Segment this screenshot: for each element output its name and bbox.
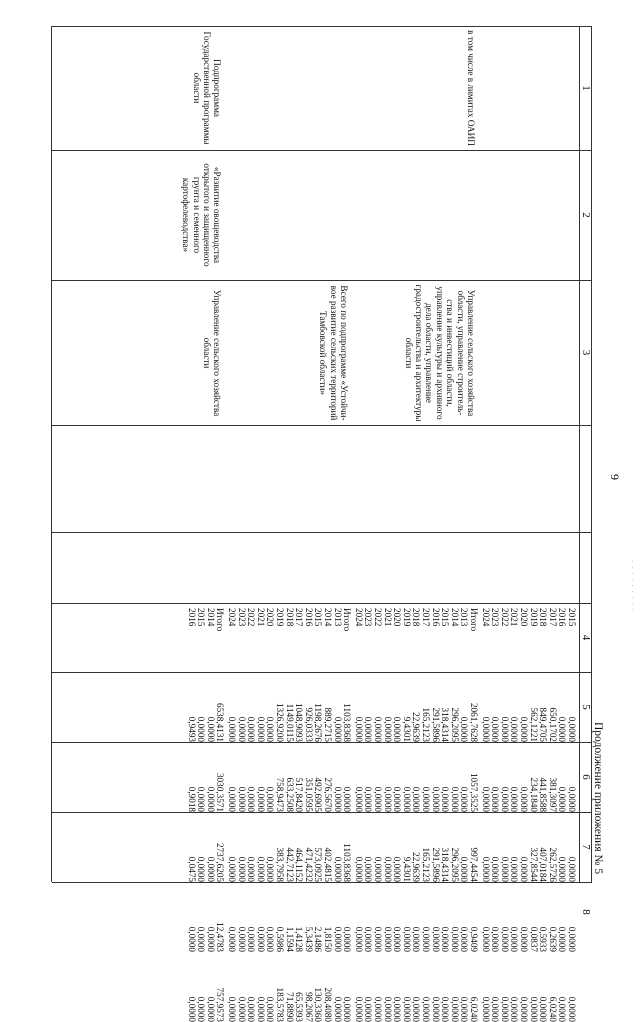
year: 2021 (509, 608, 520, 627)
table-cell: 0,0000 (480, 786, 491, 812)
table-cell: 2737,6205 (215, 842, 226, 882)
table-cell: 0,0000 (255, 926, 266, 952)
table-cell: 0,0000 (459, 716, 470, 742)
table-cell: 0,0000 (332, 716, 343, 742)
table-cell: 0,0000 (246, 996, 257, 1022)
year: 2015 (440, 608, 451, 627)
table-cell: 0,0000 (519, 996, 530, 1022)
table-cell: 562,1221 (528, 707, 539, 742)
table-cell: 0,0000 (480, 926, 491, 952)
value-column (480, 750, 576, 812)
table-cell: 0,0000 (265, 716, 276, 742)
year: 2014 (449, 608, 460, 627)
continuation-caption: Продолжение приложения № 5 (592, 722, 604, 875)
table-cell: 0,0000 (411, 786, 422, 812)
table-cell: 0,0000 (236, 786, 247, 812)
row-category: в том числе в лимитах ОАИП (466, 30, 476, 146)
year: 2013 (459, 608, 470, 627)
table-cell: 889,2715 (323, 707, 334, 742)
table-cell: 0,0000 (205, 786, 216, 812)
table-cell: 6538,4131 (215, 702, 226, 742)
table-cell: 0,0000 (227, 926, 238, 952)
table-cell: 1,1594 (284, 926, 295, 952)
value-column (186, 820, 224, 882)
table-cell: 492,6905 (313, 777, 324, 812)
table-cell: 1103,8368 (342, 843, 353, 882)
table-cell: 0,0000 (236, 996, 247, 1022)
table-cell: 98,2067 (303, 992, 314, 1022)
table-cell: 757,9573 (215, 987, 226, 1022)
column-header-7: 7 (580, 844, 592, 850)
table-cell: 0,0000 (567, 786, 577, 812)
table-cell: 0,0000 (411, 926, 422, 952)
table-cell: 0,0000 (236, 856, 247, 882)
column-header-2: 2 (580, 212, 592, 218)
page-number: 9 (608, 474, 622, 480)
table-cell: 0,0000 (490, 926, 501, 952)
value-column (480, 960, 576, 1022)
table-cell: 291,5896 (430, 707, 441, 742)
value-column (186, 680, 224, 742)
table-cell: 234,1840 (528, 777, 539, 812)
table-cell: 442,7123 (284, 847, 295, 882)
table-cell: 0,0000 (265, 996, 276, 1022)
year: 2017 (547, 608, 558, 627)
table-cell: 0,0000 (459, 926, 470, 952)
table-cell: 0,0000 (509, 716, 520, 742)
table-cell: 471,4232 (303, 847, 314, 882)
table-cell: 0,0000 (392, 716, 403, 742)
table-cell: 0,0000 (401, 926, 412, 952)
value-column (226, 820, 351, 882)
table-cell: 0,9018 (186, 786, 197, 812)
table-cell: 0,0000 (430, 996, 441, 1022)
year: 2023 (236, 608, 247, 627)
value-column (226, 750, 351, 812)
column-header-4: 4 (580, 634, 592, 641)
table-cell: 0,0000 (392, 996, 403, 1022)
table-cell: 165,2123 (421, 847, 432, 882)
table-cell: 0,0000 (255, 856, 266, 882)
year: 2015 (567, 608, 577, 627)
table-cell: 407,0184 (538, 847, 549, 882)
value-column (353, 820, 478, 882)
table-cell: 1103,8368 (342, 703, 353, 742)
table-cell: 0,0000 (373, 786, 384, 812)
year: 2023 (490, 608, 501, 627)
year: 2022 (373, 608, 384, 627)
table-cell: 208,4080 (323, 987, 334, 1022)
value-column (226, 960, 351, 1022)
table-cell: 9,4301 (401, 856, 412, 882)
table-cell: 0,0000 (480, 996, 491, 1022)
table-cell: 0,0000 (196, 786, 207, 812)
table-cell: 0,0000 (382, 926, 393, 952)
table-cell: 12,4783 (215, 922, 226, 952)
table-cell: 0,0000 (421, 786, 432, 812)
year: Итого (469, 608, 479, 632)
table-cell: 0,0000 (557, 996, 568, 1022)
table-cell: 0,2639 (547, 926, 558, 952)
table-cell: 1,4128 (294, 926, 305, 952)
table-cell: 0,0000 (459, 786, 470, 812)
table-cell: 0,0000 (186, 926, 197, 952)
column-header-1: 1 (580, 85, 592, 91)
table-cell: 997,4454 (469, 847, 479, 882)
table-cell: 0,0000 (196, 856, 207, 882)
year: 2015 (313, 608, 324, 627)
table-cell: 0,0000 (382, 716, 393, 742)
table-cell: 0,0000 (557, 786, 568, 812)
years-column (480, 608, 576, 668)
table-cell: 0,0000 (430, 786, 441, 812)
year: 2014 (205, 608, 216, 627)
row-executor: Управление сельского хозяйства области, управление строитель-ства и инвестиций области, управление культуры и архивного дела области, управление градостроительства и архитектуры области (403, 284, 476, 422)
table-cell: 0,0000 (373, 926, 384, 952)
table-cell: 0,0000 (567, 716, 577, 742)
year: 2019 (528, 608, 539, 627)
table-cell: 0,0000 (246, 716, 257, 742)
table-cell: 0,0000 (227, 996, 238, 1022)
table-cell: 0,5933 (538, 926, 549, 952)
table-cell: 0,0000 (227, 786, 238, 812)
year: 2023 (363, 608, 374, 627)
table-cell: 383,7958 (275, 847, 286, 882)
table-cell: 0,0000 (567, 926, 577, 952)
table-cell: 0,0000 (519, 926, 530, 952)
row-executor: Управление сельского хозяйства области (202, 289, 223, 417)
year: 2022 (246, 608, 257, 627)
year: 2016 (430, 608, 441, 627)
table-cell: 849,4705 (538, 707, 549, 742)
table-cell: 296,2095 (449, 707, 460, 742)
table-cell: 0,0000 (430, 926, 441, 952)
table-cell: 71,8890 (284, 992, 295, 1022)
table-cell: 1198,2676 (313, 703, 324, 742)
table-cell: 0,0000 (363, 716, 374, 742)
year: 2024 (480, 608, 491, 627)
year: 2013 (332, 608, 343, 627)
table-cell: 0,0000 (342, 926, 353, 952)
table-cell: 0,0000 (480, 716, 491, 742)
table-cell: 0,0000 (196, 996, 207, 1022)
table-cell: 6,0240 (469, 996, 479, 1022)
table-cell: 0,0000 (196, 926, 207, 952)
year: 2016 (303, 608, 314, 627)
table-cell: 650,1702 (547, 707, 558, 742)
table-cell: 0,0000 (499, 856, 510, 882)
year: 2017 (421, 608, 432, 627)
table-cell: 0,0000 (205, 856, 216, 882)
table-cell: 0,0000 (490, 996, 501, 1022)
value-column (226, 680, 351, 742)
table-cell: 0,0000 (519, 716, 530, 742)
year: 2018 (411, 608, 422, 627)
table-cell: 1048,9093 (294, 702, 305, 742)
table-cell: 0,0000 (373, 856, 384, 882)
table-cell: 0,0000 (440, 926, 451, 952)
table-cell: 262,5726 (547, 847, 558, 882)
value-column (353, 960, 478, 1022)
table-cell: 0,0000 (440, 786, 451, 812)
table-cell: 0,0000 (332, 786, 343, 812)
value-column (480, 680, 576, 742)
table-cell: 0,0000 (449, 926, 460, 952)
table-cell: 0,0000 (382, 786, 393, 812)
value-column (353, 680, 478, 742)
scan-margin-marks: · · · · · · · · · (628, 560, 636, 612)
value-column (480, 820, 576, 882)
table-cell: 0,0837 (528, 926, 539, 952)
year: 2021 (255, 608, 266, 627)
table-cell: 0,0000 (363, 926, 374, 952)
year: 2018 (538, 608, 549, 627)
table-cell: 0,0000 (382, 996, 393, 1022)
table-cell: 1057,3525 (469, 772, 479, 812)
table-cell: 633,2508 (284, 777, 295, 812)
table-cell: 0,0000 (353, 716, 364, 742)
year: 2014 (323, 608, 334, 627)
table-cell: 0,0000 (567, 856, 577, 882)
table-cell: 926,0333 (303, 707, 314, 742)
table-cell: 0,0000 (557, 926, 568, 952)
table-cell: 0,0000 (509, 996, 520, 1022)
row-category: Подпрограмма Государственной программы области (191, 31, 223, 145)
table-cell: 9,4301 (401, 716, 412, 742)
year: 2019 (401, 608, 412, 627)
table-cell: 0,0000 (490, 716, 501, 742)
table-cell: 0,0000 (499, 926, 510, 952)
table-cell: 0,0000 (332, 856, 343, 882)
table-cell: 0,0000 (538, 996, 549, 1022)
table-cell: 0,0000 (509, 926, 520, 952)
table-cell: 22,9639 (411, 712, 422, 742)
column-header-5: 5 (580, 704, 592, 710)
row-title: «Развитие овощеводства открытого и защищенного грунта и семенного картофелеводства» (181, 163, 223, 267)
table-cell: 0,0000 (421, 926, 432, 952)
table-cell: 0,0000 (459, 996, 470, 1022)
table-cell: 0,0000 (480, 856, 491, 882)
table-cell: 183,5783 (275, 987, 286, 1022)
table-cell: 0,0000 (353, 926, 364, 952)
table-cell: 130,3360 (313, 987, 324, 1022)
table-cell: 0,0000 (353, 786, 364, 812)
table-cell: 0,0000 (186, 996, 197, 1022)
table-cell: 0,0000 (255, 716, 266, 742)
years-column (353, 608, 478, 668)
table-cell: 573,0925 (313, 847, 324, 882)
table-cell: 0,0000 (411, 996, 422, 1022)
value-column (186, 890, 224, 952)
table-cell: 0,0000 (499, 786, 510, 812)
table-cell: 0,0000 (255, 996, 266, 1022)
table-cell: 517,8420 (294, 777, 305, 812)
value-column (186, 750, 224, 812)
year: 2019 (275, 608, 286, 627)
table-cell: 0,0000 (205, 926, 216, 952)
table-cell: 0,0000 (401, 996, 412, 1022)
table-cell: 0,0000 (519, 786, 530, 812)
table-cell: 0,0000 (353, 996, 364, 1022)
table-cell: 0,0000 (382, 856, 393, 882)
year: 2022 (499, 608, 510, 627)
table-cell: 0,0000 (392, 926, 403, 952)
table-cell: 0,0000 (363, 786, 374, 812)
table-cell: 318,4314 (440, 847, 451, 882)
year: 2020 (265, 608, 276, 627)
table-cell: 0,0000 (528, 996, 539, 1022)
table-cell: 0,0000 (421, 996, 432, 1022)
value-column (186, 960, 224, 1022)
table-cell: 6,0240 (547, 996, 558, 1022)
table-cell: 0,0000 (205, 996, 216, 1022)
year: 2021 (382, 608, 393, 627)
table-cell: 0,0475 (186, 856, 197, 882)
table-cell: 351,0595 (303, 777, 314, 812)
table-cell: 0,0000 (401, 786, 412, 812)
year: 2015 (196, 608, 207, 627)
table-cell: 0,0000 (255, 786, 266, 812)
years-column (186, 608, 224, 668)
value-column (226, 890, 351, 952)
table-cell: 0,9409 (469, 926, 479, 952)
year: 2016 (186, 608, 197, 627)
table-cell: 0,0000 (236, 716, 247, 742)
table-cell: 0,0000 (332, 996, 343, 1022)
table-cell: 0,0000 (246, 926, 257, 952)
year: Итого (342, 608, 353, 632)
table-cell: 0,0000 (392, 786, 403, 812)
table-cell: 0,0000 (509, 856, 520, 882)
table-cell: 0,0000 (449, 996, 460, 1022)
table-cell: 5,3439 (303, 926, 314, 952)
table-cell: 402,4815 (323, 847, 334, 882)
table-cell: 0,5986 (275, 926, 286, 952)
table-cell: 0,0000 (499, 996, 510, 1022)
value-column (353, 890, 478, 952)
table-cell: 327,8544 (528, 847, 539, 882)
table-cell: 0,0000 (196, 716, 207, 742)
year: Итого (215, 608, 226, 632)
table-cell: 276,5670 (323, 777, 334, 812)
row-executor: Всего по подпрограмме «Устойчи-вое развитие сельских территорий Тамбовской области» (318, 285, 350, 421)
value-column (480, 890, 576, 952)
table-cell: 0,0000 (490, 786, 501, 812)
table-cell: 0,0000 (227, 716, 238, 742)
table-cell: 0,0000 (342, 996, 353, 1022)
table-cell: 0,0000 (265, 856, 276, 882)
table-cell: 291,5896 (430, 847, 441, 882)
table-cell: 0,0000 (490, 856, 501, 882)
table-cell: 0,0000 (205, 716, 216, 742)
table-cell: 0,0000 (557, 856, 568, 882)
table-cell: 22,9639 (411, 852, 422, 882)
table-cell: 0,0000 (449, 786, 460, 812)
table-cell: 0,0000 (459, 856, 470, 882)
table-cell: 0,0000 (363, 856, 374, 882)
table-cell: 758,9473 (275, 777, 286, 812)
table-cell: 2,1486 (313, 926, 324, 952)
table-cell: 0,0000 (246, 856, 257, 882)
table-cell: 0,0000 (265, 926, 276, 952)
table-cell: 0,0000 (227, 856, 238, 882)
table-cell: 1149,0115 (284, 703, 295, 742)
table-cell: 1,8150 (323, 926, 334, 952)
table-cell: 0,0000 (519, 856, 530, 882)
table-cell: 3030,3571 (215, 772, 226, 812)
table-cell: 65,5393 (294, 992, 305, 1022)
value-column (353, 750, 478, 812)
column-header-3: 3 (580, 349, 592, 356)
table-cell: 165,2123 (421, 707, 432, 742)
table-cell: 0,9493 (186, 716, 197, 742)
table-cell: 0,0000 (373, 716, 384, 742)
table-cell: 0,0000 (236, 926, 247, 952)
year: 2020 (392, 608, 403, 627)
year: 2020 (519, 608, 530, 627)
table-cell: 296,2095 (449, 847, 460, 882)
table-cell: 0,0000 (353, 856, 364, 882)
table-cell: 0,0000 (373, 996, 384, 1022)
table-cell: 0,0000 (363, 996, 374, 1022)
table-cell: 441,8588 (538, 777, 549, 812)
table-cell: 0,0000 (332, 926, 343, 952)
table-cell: 318,4314 (440, 707, 451, 742)
table-cell: 0,0000 (509, 786, 520, 812)
table-cell: 0,0000 (567, 996, 577, 1022)
table-cell: 0,0000 (499, 716, 510, 742)
table-cell: 2061,7628 (469, 702, 479, 742)
table-cell: 0,0000 (392, 856, 403, 882)
table-cell: 0,0000 (265, 786, 276, 812)
year: 2024 (227, 608, 238, 627)
table-cell: 0,0000 (342, 786, 353, 812)
year: 2016 (557, 608, 568, 627)
years-column (226, 608, 351, 668)
column-header-8: 8 (580, 909, 592, 915)
column-header-6: 6 (580, 774, 592, 780)
table-cell: 0,0000 (557, 716, 568, 742)
table-cell: 381,3097 (547, 777, 558, 812)
year: 2018 (284, 608, 295, 627)
year: 2024 (353, 608, 364, 627)
year: 2017 (294, 608, 305, 627)
table-cell: 1326,9200 (275, 702, 286, 742)
table-cell: 464,1152 (294, 847, 305, 882)
table-cell: 0,0000 (440, 996, 451, 1022)
table-cell: 0,0000 (246, 786, 257, 812)
